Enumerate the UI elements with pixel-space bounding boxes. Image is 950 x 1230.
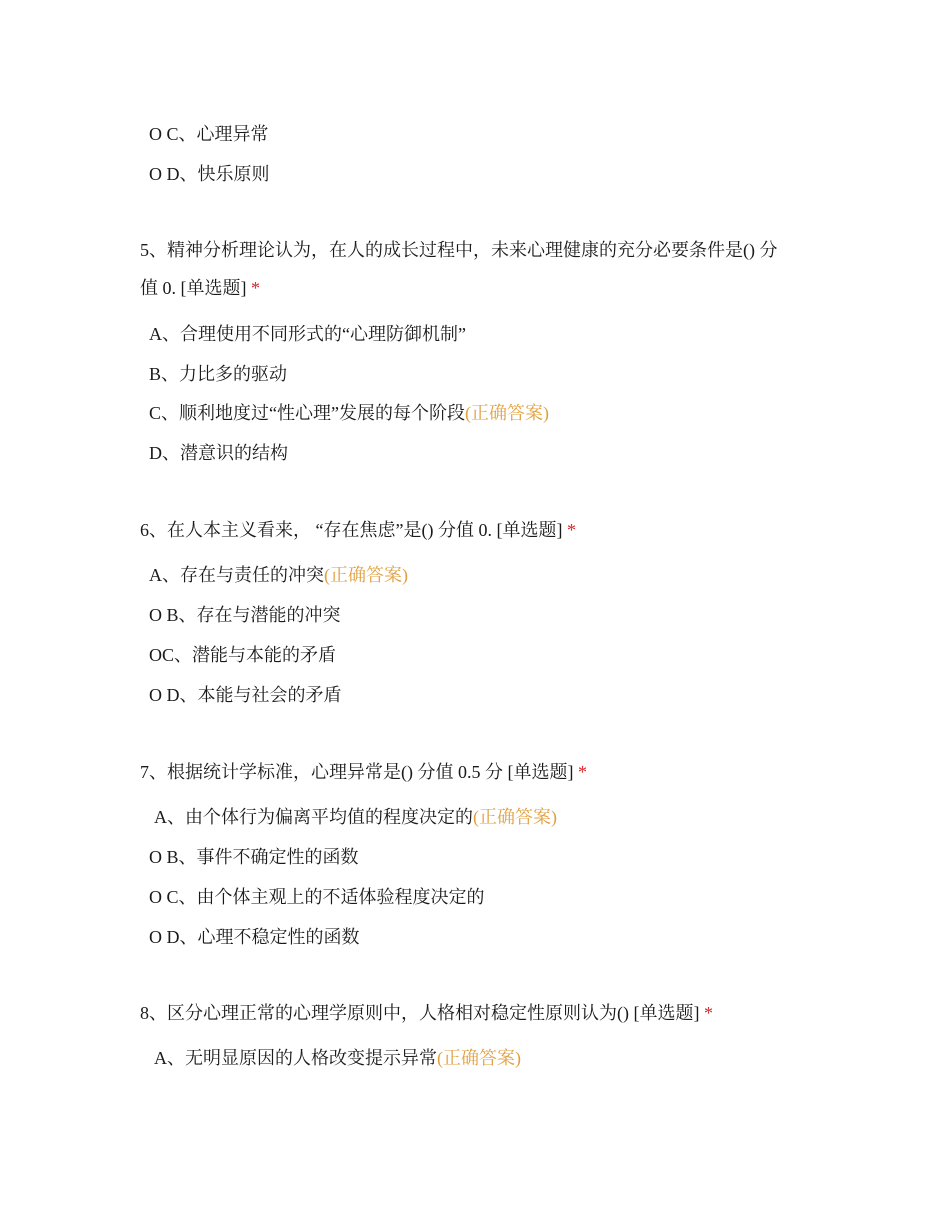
option-text: O B、事件不确定性的函数 <box>149 847 359 867</box>
option-text: A、合理使用不同形式的“心理防御机制” <box>149 324 466 344</box>
option-text: D、潜意识的结构 <box>149 443 288 463</box>
question-7-title <box>140 760 587 784</box>
required-mark: * <box>577 762 587 782</box>
question-5-title-cont <box>140 276 260 300</box>
option-text: O C、由个体主观上的不适体验程度决定的 <box>149 887 485 907</box>
option-text: A、无明显原因的人格改变提示异常 <box>154 1048 437 1068</box>
question-8-option-a <box>154 1046 521 1070</box>
question-6-title <box>140 518 576 542</box>
question-6-option-a <box>149 563 408 587</box>
option-text: OC、潜能与本能的矛盾 <box>149 645 337 665</box>
question-5-option-c <box>149 401 549 425</box>
option-text: O D、快乐原则 <box>149 164 270 184</box>
question-6-option-d <box>149 683 342 707</box>
option-text: O D、本能与社会的矛盾 <box>149 685 342 705</box>
question-text: 6、在人本主义看来， “存在焦虑”是() 分值 0. [单选题] <box>140 520 563 540</box>
option-text: B、力比多的驱动 <box>149 364 288 384</box>
question-5-title <box>140 238 778 262</box>
question-text: 7、根据统计学标准，心理异常是() 分值 0.5 分 [单选题] <box>140 762 574 782</box>
question-5-option-d <box>149 441 288 465</box>
question-7-option-d <box>149 925 360 949</box>
question-text: 5、精神分析理论认为，在人的成长过程中，未来心理健康的充分必要条件是() 分 <box>140 240 778 260</box>
option-text: A、由个体行为偏离平均值的程度决定的 <box>154 807 473 827</box>
question-7-option-c <box>149 885 485 909</box>
required-mark: * <box>703 1003 713 1023</box>
question-8-title <box>140 1001 713 1025</box>
option-d <box>149 162 270 186</box>
option-c <box>149 122 269 146</box>
question-7-option-a <box>154 805 557 829</box>
question-6-option-b <box>149 603 341 627</box>
correct-answer-label: (正确答案) <box>473 807 557 827</box>
option-text: C、顺利地度过“性心理”发展的每个阶段 <box>149 403 465 423</box>
option-text: O C、心理异常 <box>149 124 269 144</box>
correct-answer-label: (正确答案) <box>324 565 408 585</box>
option-text: O B、存在与潜能的冲突 <box>149 605 341 625</box>
correct-answer-label: (正确答案) <box>464 403 549 423</box>
option-text: A、存在与责任的冲突 <box>149 565 324 585</box>
question-5-option-b <box>149 362 287 386</box>
question-6-option-c <box>149 643 336 667</box>
question-7-option-b <box>149 845 359 869</box>
required-mark: * <box>251 278 260 298</box>
question-text: 值 0. [单选题] <box>140 278 247 298</box>
option-text: O D、心理不稳定性的函数 <box>149 927 360 947</box>
correct-answer-label: (正确答案) <box>437 1048 521 1068</box>
required-mark: * <box>566 520 576 540</box>
question-text: 8、区分心理正常的心理学原则中，人格相对稳定性原则认为() [单选题] <box>140 1003 700 1023</box>
question-5-option-a <box>149 322 466 346</box>
